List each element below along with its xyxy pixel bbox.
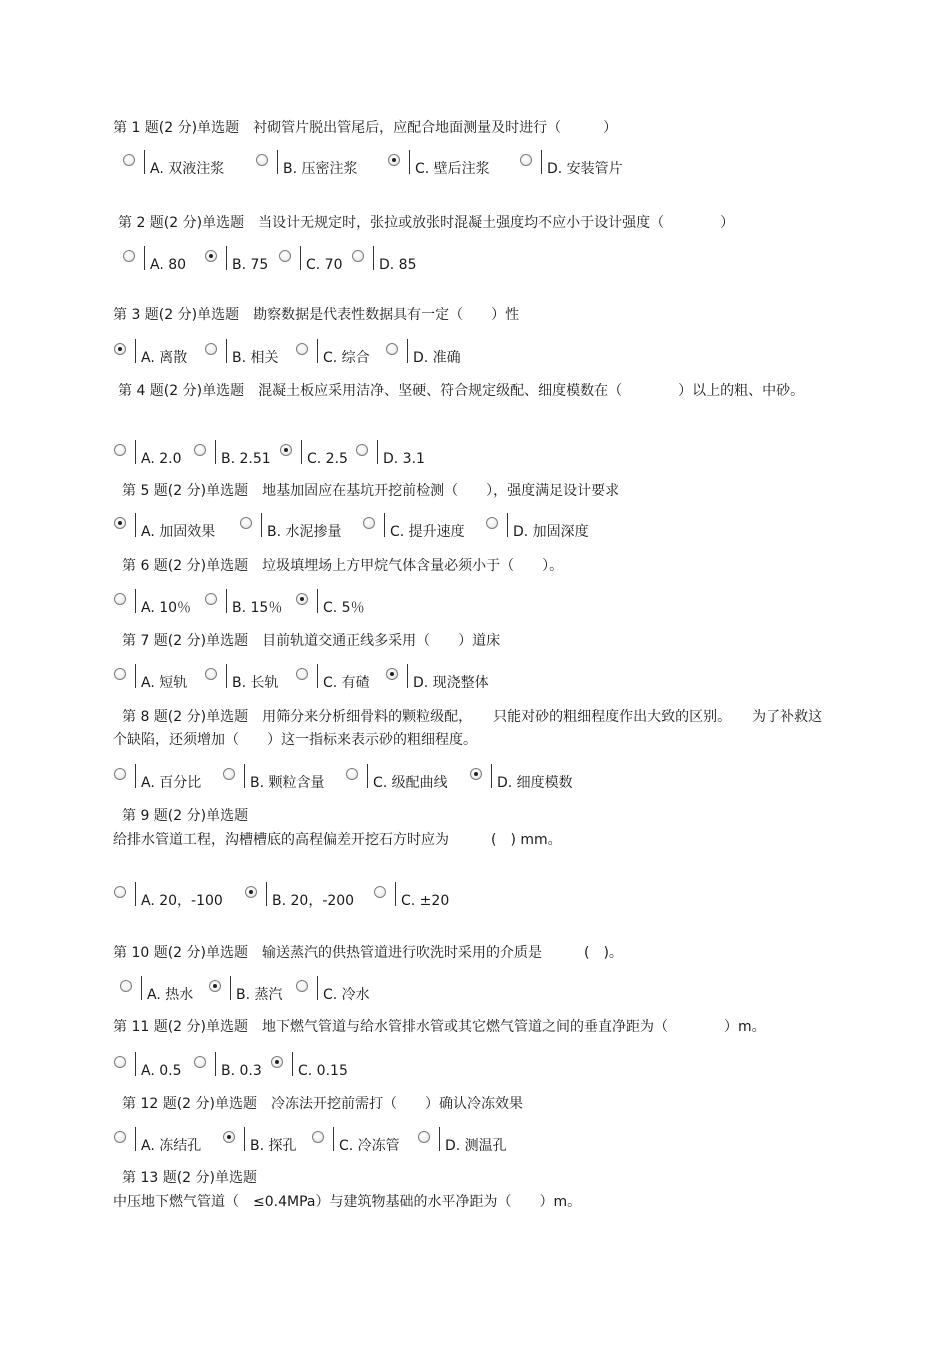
radio-button[interactable] (346, 768, 358, 780)
radio-button[interactable] (194, 444, 206, 456)
option-label: B. 探孔 (250, 1138, 297, 1154)
question-header: 第 2 题(2 分)单选题 (118, 215, 245, 231)
divider (230, 976, 231, 1000)
radio-button[interactable] (123, 154, 135, 166)
option-label: B. 15％ (232, 600, 283, 616)
divider (300, 246, 301, 270)
radio-button[interactable] (123, 250, 135, 262)
radio-button[interactable] (205, 668, 217, 680)
option-label: A. 冻结孔 (141, 1138, 202, 1154)
radio-button[interactable] (386, 343, 398, 355)
option-label: C. 级配曲线 (373, 775, 448, 791)
radio-button[interactable] (486, 517, 498, 529)
radio-button[interactable] (374, 886, 386, 898)
question-header: 第 10 题(2 分)单选题 (113, 945, 248, 961)
option-label: C. 2.5 (307, 451, 348, 467)
radio-button[interactable] (352, 250, 364, 262)
divider (317, 664, 318, 688)
question-stem: 地基加固应在基坑开挖前检测（ ），强度满足设计要求 (262, 483, 620, 499)
radio-button[interactable] (114, 768, 126, 780)
divider (135, 764, 136, 788)
divider (144, 150, 145, 174)
option-label: B. 水泥掺量 (267, 524, 342, 540)
divider (261, 513, 262, 537)
divider (491, 764, 492, 788)
radio-button[interactable] (296, 343, 308, 355)
question-header: 第 3 题(2 分)单选题 (113, 307, 240, 323)
divider (226, 664, 227, 688)
question-stem: 当设计无规定时，张拉或放张时混凝土强度均不应小于设计强度（ ） (258, 215, 735, 231)
radio-button[interactable] (240, 517, 252, 529)
radio-button[interactable] (223, 768, 235, 780)
radio-button[interactable] (312, 1131, 324, 1143)
radio-button-selected[interactable] (209, 980, 221, 992)
question-text (113, 117, 838, 140)
question-header: 第 13 题(2 分)单选题 (122, 1170, 257, 1186)
divider (277, 150, 278, 174)
question-header: 第 7 题(2 分)单选题 (122, 633, 249, 649)
option-label: C. 70 (306, 257, 343, 273)
radio-button-selected[interactable] (271, 1056, 283, 1068)
question-stem: 勘察数据是代表性数据具有一定（ ）性 (253, 307, 520, 323)
radio-button[interactable] (114, 444, 126, 456)
option-label: B. 相关 (232, 350, 279, 366)
divider (384, 513, 385, 537)
option-label: A. 0.5 (141, 1063, 182, 1079)
radio-button-selected[interactable] (470, 768, 482, 780)
divider (377, 440, 378, 464)
divider (135, 882, 136, 906)
option-label: C. 冷水 (323, 987, 370, 1003)
option-label: C. 冷冻管 (339, 1138, 400, 1154)
divider (226, 339, 227, 363)
divider (407, 664, 408, 688)
radio-button[interactable] (114, 1131, 126, 1143)
question-stem: 混凝土板应采用洁净、坚硬、符合规定级配、细度模数在（ ）以上的粗、中砂。 (258, 383, 805, 399)
option-label: A. 热水 (147, 987, 194, 1003)
radio-button[interactable] (520, 154, 532, 166)
option-label: D. 细度模数 (497, 775, 573, 791)
question-text (113, 706, 833, 752)
option-label: A. 离散 (141, 350, 188, 366)
question-header: 第 6 题(2 分)单选题 (122, 558, 249, 574)
divider (333, 1127, 334, 1151)
option-label: A. 80 (150, 257, 187, 273)
radio-button[interactable] (205, 343, 217, 355)
question-stem: 冷冻法开挖前需打（ ）确认冷冻效果 (271, 1096, 523, 1112)
question-stem: 给排水管道工程，沟槽槽底的高程偏差开挖石方时应为 ( ) mm。 (113, 832, 562, 848)
divider (135, 339, 136, 363)
divider (135, 440, 136, 464)
question-header: 第 1 题(2 分)单选题 (113, 120, 240, 136)
option-label: A. 2.0 (141, 451, 182, 467)
radio-button[interactable] (205, 593, 217, 605)
option-label: B. 压密注浆 (283, 161, 358, 177)
option-label: A. 双液注浆 (150, 161, 225, 177)
radio-button-selected[interactable] (245, 886, 257, 898)
radio-button-selected[interactable] (388, 154, 400, 166)
divider (373, 246, 374, 270)
option-label: C. ±20 (401, 893, 450, 909)
radio-button[interactable] (296, 980, 308, 992)
divider (266, 882, 267, 906)
option-label: D. 现浇整体 (413, 675, 489, 691)
divider (215, 440, 216, 464)
radio-button[interactable] (114, 1056, 126, 1068)
question-header: 第 9 题(2 分)单选题 (122, 808, 249, 824)
radio-button[interactable] (120, 980, 132, 992)
question-stem: 中压地下燃气管道（ ≤0.4MPa）与建筑物基础的水平净距为（ ）m。 (113, 1194, 582, 1210)
divider (409, 150, 410, 174)
question-header: 第 4 题(2 分)单选题 (118, 383, 245, 399)
radio-button-selected[interactable] (114, 517, 126, 529)
radio-button[interactable] (256, 154, 268, 166)
radio-button[interactable] (418, 1131, 430, 1143)
radio-button[interactable] (114, 886, 126, 898)
question-text (113, 304, 838, 327)
divider (226, 246, 227, 270)
divider (317, 589, 318, 613)
divider (135, 1127, 136, 1151)
question-stem: 衬砌管片脱出管尾后，应配合地面测量及时进行（ ） (253, 120, 618, 136)
divider (317, 976, 318, 1000)
divider (244, 764, 245, 788)
option-label: D. 准确 (413, 350, 461, 366)
radio-button-selected[interactable] (223, 1131, 235, 1143)
option-label: B. 0.3 (221, 1063, 262, 1079)
radio-button[interactable] (296, 668, 308, 680)
divider (395, 882, 396, 906)
option-label: B. 20，-200 (272, 893, 355, 909)
option-label: B. 75 (232, 257, 269, 273)
question-header: 第 11 题(2 分)单选题 (113, 1019, 248, 1035)
radio-button-selected[interactable] (280, 444, 292, 456)
option-label: D. 85 (379, 257, 417, 273)
divider (407, 339, 408, 363)
question-text (122, 480, 847, 503)
option-label: D. 加固深度 (513, 524, 589, 540)
option-label: A. 20，-100 (141, 893, 223, 909)
option-label: D. 3.1 (383, 451, 425, 467)
divider (135, 513, 136, 537)
radio-button[interactable] (363, 517, 375, 529)
radio-button[interactable] (114, 668, 126, 680)
question-stem: 地下燃气管道与给水管排水管或其它燃气管道之间的垂直净距为（ ）m。 (262, 1019, 766, 1035)
question-text (113, 942, 838, 965)
divider (141, 976, 142, 1000)
question-header: 第 8 题(2 分)单选题 (122, 709, 249, 725)
question-stem: 目前轨道交通正线多采用（ ）道床 (262, 633, 501, 649)
option-label: D. 测温孔 (445, 1138, 507, 1154)
option-label: C. 0.15 (298, 1063, 348, 1079)
radio-button-selected[interactable] (205, 250, 217, 262)
radio-button[interactable] (279, 250, 291, 262)
divider (226, 589, 227, 613)
divider (215, 1052, 216, 1076)
option-label: B. 长轨 (232, 675, 279, 691)
option-label: C. 综合 (323, 350, 370, 366)
option-label: B. 2.51 (221, 451, 271, 467)
question-stem: 垃圾填埋场上方甲烷气体含量必须小于（ ）。 (262, 558, 564, 574)
divider (292, 1052, 293, 1076)
question-stem: 输送蒸汽的供热管道进行吹洗时采用的介质是 ( )。 (262, 945, 623, 961)
divider (135, 1052, 136, 1076)
question-stem: 用筛分来分析细骨料的颗粒级配， 只能对砂的粗细程度作出大致的区别。 为了补救这个缺陷，还须增加（ ）这一指标来表示砂的粗细程度。 (113, 709, 823, 748)
divider (144, 246, 145, 270)
radio-button-selected[interactable] (296, 593, 308, 605)
divider (439, 1127, 440, 1151)
option-label: B. 蒸汽 (236, 987, 283, 1003)
divider (135, 589, 136, 613)
radio-button[interactable] (114, 593, 126, 605)
divider (507, 513, 508, 537)
question-header: 第 12 题(2 分)单选题 (122, 1096, 257, 1112)
question-text (118, 212, 843, 235)
radio-button[interactable] (356, 444, 368, 456)
divider (301, 440, 302, 464)
option-label: B. 颗粒含量 (250, 775, 325, 791)
question-text (122, 555, 847, 578)
divider (541, 150, 542, 174)
option-label: C. 有碴 (323, 675, 370, 691)
option-label: A. 加固效果 (141, 524, 216, 540)
question-text (113, 1016, 813, 1039)
option-label: A. 10％ (141, 600, 192, 616)
question-header: 第 5 题(2 分)单选题 (122, 483, 249, 499)
question-text (113, 380, 833, 403)
radio-button[interactable] (194, 1056, 206, 1068)
option-label: C. 5％ (323, 600, 365, 616)
radio-button-selected[interactable] (114, 343, 126, 355)
divider (135, 664, 136, 688)
question-text (122, 1093, 847, 1116)
option-label: C. 提升速度 (390, 524, 465, 540)
divider (317, 339, 318, 363)
option-label: C. 壁后注浆 (415, 161, 490, 177)
divider (244, 1127, 245, 1151)
divider (367, 764, 368, 788)
radio-button-selected[interactable] (386, 668, 398, 680)
option-label: A. 短轨 (141, 675, 188, 691)
option-label: A. 百分比 (141, 775, 202, 791)
question-text (122, 630, 847, 653)
option-label: D. 安装管片 (547, 161, 623, 177)
